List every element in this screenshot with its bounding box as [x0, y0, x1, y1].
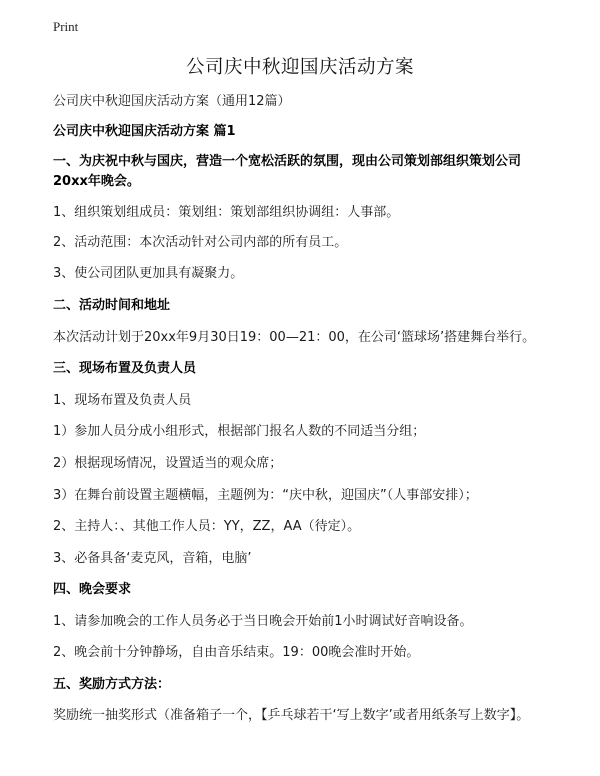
section-1-item: 3、使公司团队更加具有凝聚力。 — [53, 266, 244, 281]
part-heading: 公司庆中秋迎国庆活动方案 篇1 — [53, 124, 236, 139]
section-5-heading: 五、奖励方式方法： — [53, 677, 171, 692]
section-3-item: 3、必备具备‘麦克风，音箱，电脑’ — [53, 551, 252, 566]
document-subtitle: 公司庆中秋迎国庆活动方案（通用12篇） — [53, 94, 291, 109]
print-link[interactable]: Print — [53, 19, 79, 34]
document-title: 公司庆中秋迎国庆活动方案 — [185, 57, 414, 78]
section-3-item: 3）在舞台前设置主题横幅，主题例为：“庆中秋，迎国庆”（人事部安排）； — [53, 488, 478, 503]
section-3-item: 2）根据现场情况，设置适当的观众席； — [53, 456, 283, 471]
section-4-item: 1、请参加晚会的工作人员务必于当日晚会开始前1小时调试好音响设备。 — [53, 614, 473, 629]
section-4-item: 2、晚会前十分钟静场，自由音乐结束。19：00晚会准时开始。 — [53, 645, 420, 660]
section-5-text: 奖励统一抽奖形式（准备箱子一个，【乒乓球若干‘写上数字’或者用纸条写上数字】。 — [53, 708, 530, 723]
section-1-item: 2、活动范围：本次活动针对公司内部的所有员工。 — [53, 235, 348, 250]
section-3-item: 2、主持人：、其他工作人员：YY，ZZ，AA（待定）。 — [53, 519, 361, 534]
section-3-item: 1）参加人员分成小组形式，根据部门报名人数的不同适当分组； — [53, 424, 426, 439]
section-3-item: 1、现场布置及负责人员 — [53, 393, 192, 408]
section-1-heading: 一、为庆祝中秋与国庆，营造一个宽松活跃的氛围，现由公司策划部组织策划公司20xx年晚会。 — [53, 154, 522, 189]
section-1-item: 1、组织策划组成员：策划组：策划部组织协调组：人事部。 — [53, 205, 400, 220]
section-3-heading: 三、现场布置及负责人员 — [53, 361, 197, 376]
section-2-heading: 二、活动时间和地址 — [53, 298, 171, 313]
section-2-text: 本次活动计划于20xx年9月30日19：00—21：00，在公司‘篮球场’搭建舞台举行。 — [53, 330, 536, 345]
section-4-heading: 四、晚会要求 — [53, 582, 132, 597]
